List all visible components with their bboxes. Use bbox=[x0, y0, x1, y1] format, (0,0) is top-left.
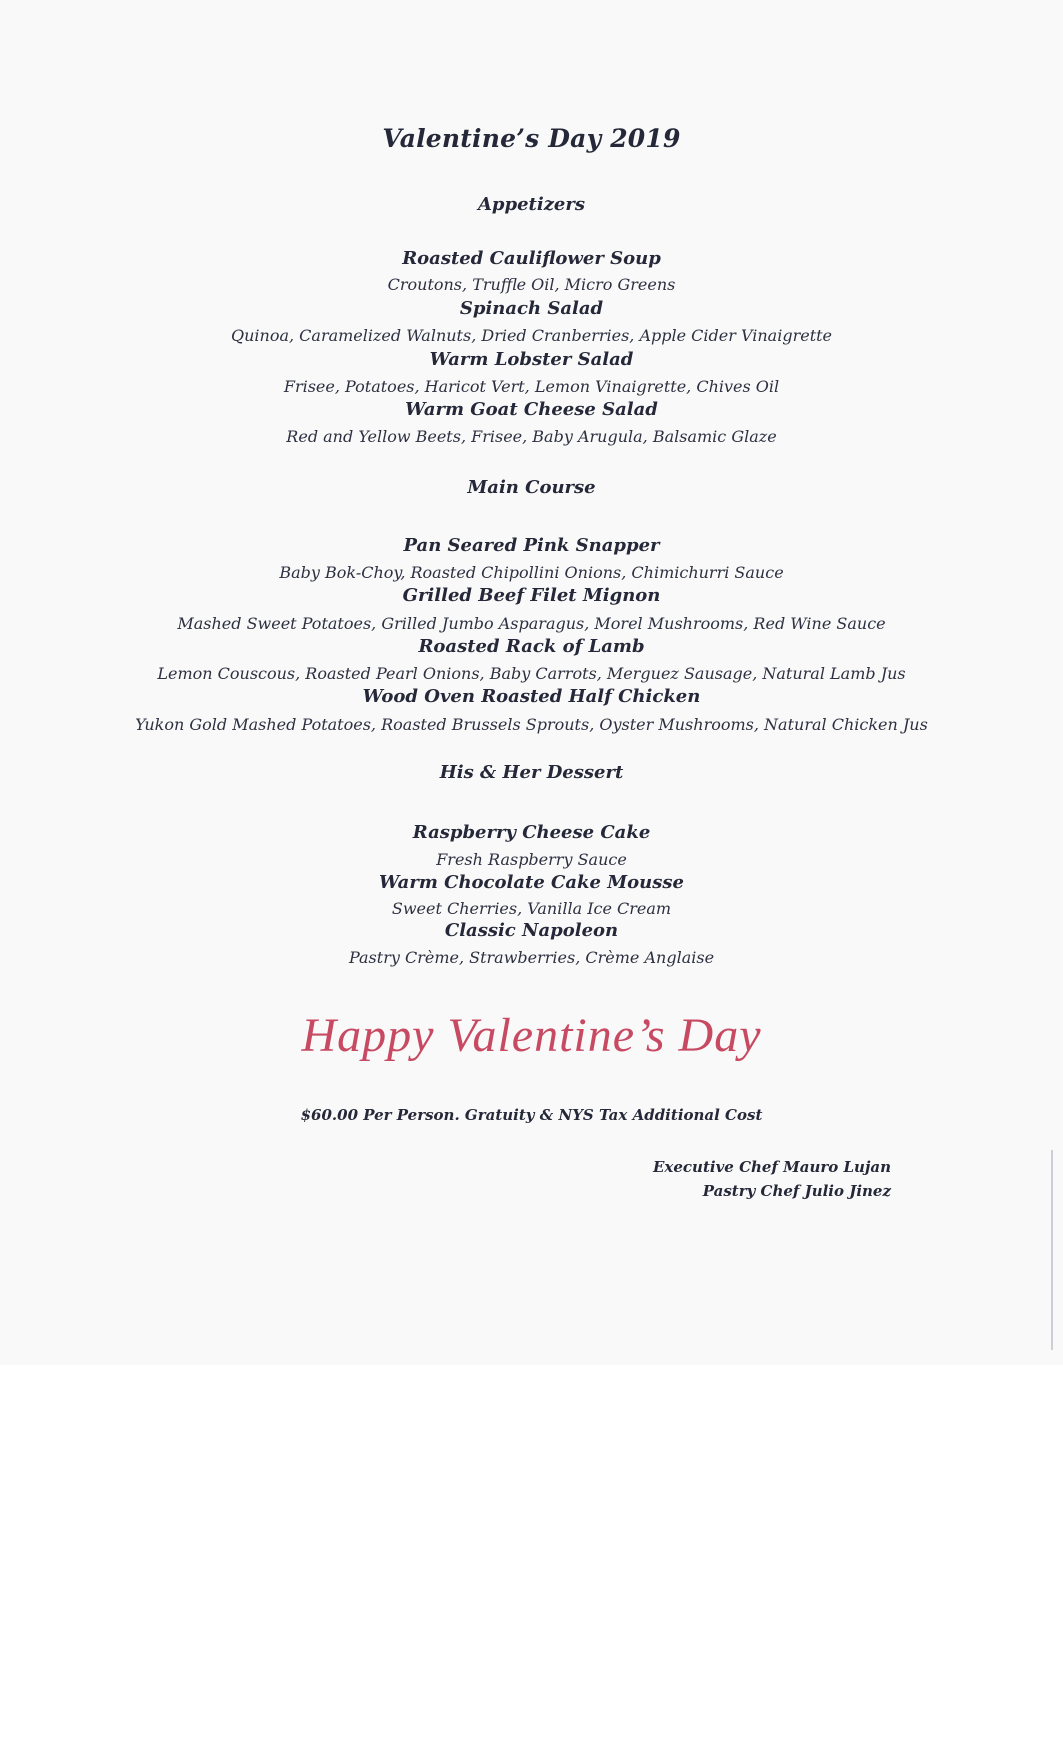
section-heading-appetizers: Appetizers bbox=[477, 194, 586, 215]
section-heading-dessert: His & Her Dessert bbox=[439, 762, 624, 783]
dish-description: Lemon Couscous, Roasted Pearl Onions, Baby Carrots, Merguez Sausage, Natural Lamb Jus bbox=[157, 664, 906, 683]
dish-description: Sweet Cherries, Vanilla Ice Cream bbox=[391, 899, 672, 918]
dish-description: Red and Yellow Beets, Frisee, Baby Arugula, Balsamic Glaze bbox=[286, 427, 777, 446]
dish-description: Pastry Crème, Strawberries, Crème Anglaise bbox=[348, 948, 715, 967]
happy-valentines-greeting: Happy Valentine’s Day bbox=[301, 1009, 762, 1062]
section-heading-main-course: Main Course bbox=[467, 477, 596, 498]
dish-name: Roasted Cauliflower Soup bbox=[402, 248, 661, 269]
page-edge-line bbox=[1051, 1150, 1053, 1350]
pastry-chef-credit: Pastry Chef Julio Jinez bbox=[702, 1182, 891, 1200]
dish-description: Fresh Raspberry Sauce bbox=[436, 850, 627, 869]
menu-title: Valentine’s Day 2019 bbox=[382, 124, 681, 153]
price-note: $60.00 Per Person. Gratuity & NYS Tax Additional Cost bbox=[300, 1106, 763, 1124]
dish-description: Quinoa, Caramelized Walnuts, Dried Cranberries, Apple Cider Vinaigrette bbox=[230, 326, 833, 345]
dish-name: Warm Chocolate Cake Mousse bbox=[379, 872, 684, 893]
dish-description: Croutons, Truffle Oil, Micro Greens bbox=[387, 275, 676, 294]
dish-name: Wood Oven Roasted Half Chicken bbox=[362, 686, 701, 707]
dish-name: Pan Seared Pink Snapper bbox=[403, 535, 660, 556]
dish-name: Raspberry Cheese Cake bbox=[412, 822, 651, 843]
dish-name: Roasted Rack of Lamb bbox=[418, 636, 645, 657]
dish-name: Warm Lobster Salad bbox=[429, 349, 634, 370]
dish-description: Baby Bok-Choy, Roasted Chipollini Onions, Chimichurri Sauce bbox=[279, 563, 784, 582]
dish-name: Classic Napoleon bbox=[444, 920, 619, 941]
executive-chef-credit: Executive Chef Mauro Lujan bbox=[653, 1158, 891, 1176]
dish-name: Grilled Beef Filet Mignon bbox=[402, 585, 661, 606]
dish-description: Frisee, Potatoes, Haricot Vert, Lemon Vinaigrette, Chives Oil bbox=[283, 377, 780, 396]
dish-description: Yukon Gold Mashed Potatoes, Roasted Brussels Sprouts, Oyster Mushrooms, Natural Chicken Jus bbox=[135, 715, 928, 734]
dish-name: Warm Goat Cheese Salad bbox=[405, 399, 658, 420]
dish-description: Mashed Sweet Potatoes, Grilled Jumbo Asparagus, Morel Mushrooms, Red Wine Sauce bbox=[177, 614, 886, 633]
dish-name: Spinach Salad bbox=[459, 298, 604, 319]
